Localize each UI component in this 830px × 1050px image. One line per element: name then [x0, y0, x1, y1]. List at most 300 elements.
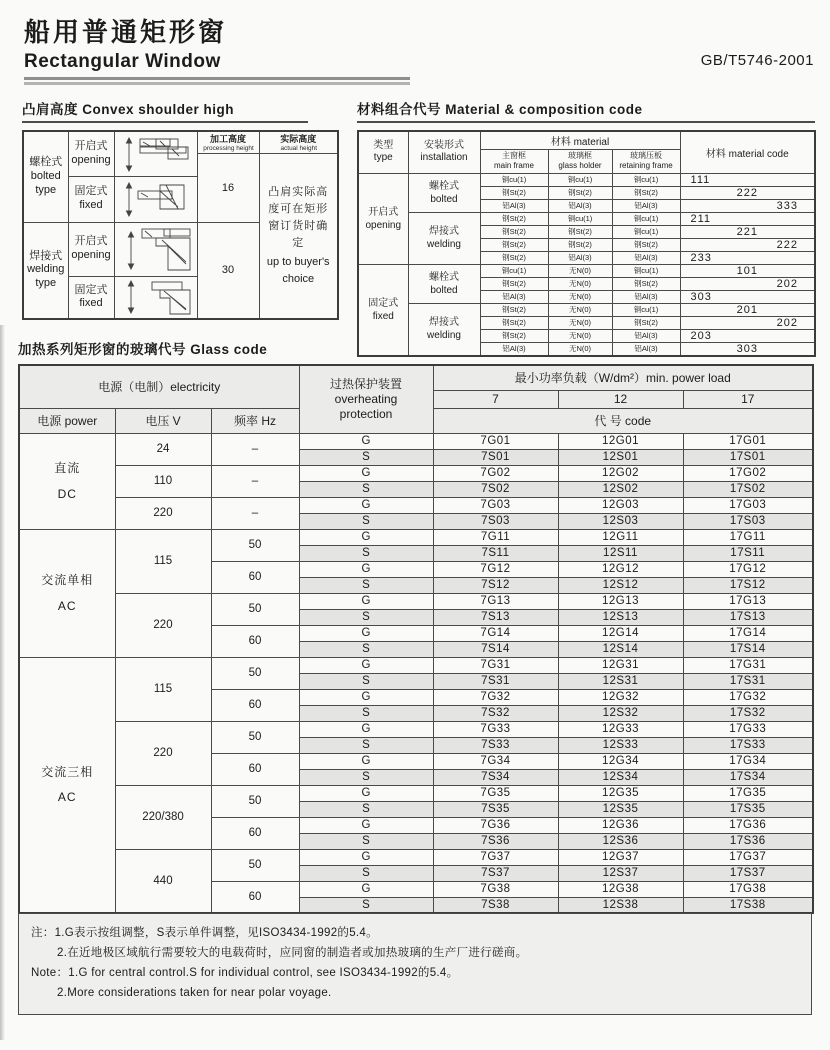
retaining-frame-material-cell: 铝Al(3) [612, 290, 680, 303]
glass-code-cell-12: 12S12 [558, 577, 683, 593]
material-code-column-header: 材料 material code [680, 131, 815, 173]
load-17-header: 17 [683, 390, 813, 408]
material-code-cell: 233 [680, 251, 815, 264]
glass-code-row [19, 497, 813, 513]
actual-note-en: up to buyer's choice [266, 255, 330, 285]
material-code-cell: 333 [680, 199, 815, 212]
glass-code-cell-12: 12G03 [558, 497, 683, 513]
glass-code-cell-12: 12G31 [558, 657, 683, 673]
glass-code-cell-12: 12S14 [558, 641, 683, 657]
material-code-cell: 101 [680, 264, 815, 277]
overheating-protection-header [299, 365, 433, 433]
glass-code-cell-17: 17G01 [683, 433, 813, 449]
retaining-frame-material-cell: 铜cu(1) [612, 173, 680, 186]
retaining-frame-material-cell: 铝Al(3) [612, 329, 680, 342]
glass-code-cell-17: 17G37 [683, 849, 813, 865]
material-code-cell: 211 [680, 212, 815, 225]
material-code-cell: 203 [680, 329, 815, 342]
material-heading: 材料组合代号 Material & composition code [357, 102, 643, 117]
glass-code-cell-7: 7G36 [433, 817, 558, 833]
glass-holder-material-cell: 无N(0) [548, 329, 612, 342]
glass-code-table [18, 364, 814, 914]
glass-code-cell-7: 7G35 [433, 785, 558, 801]
notes-box [18, 913, 812, 1015]
material-row [358, 264, 815, 277]
protection-letter-cell: S [299, 481, 433, 497]
bolted-opening-section-diagram [114, 131, 197, 176]
glass-code-cell-17: 17G38 [683, 881, 813, 897]
material-code-cell: 201 [680, 303, 815, 316]
glass-code-cell-7: 7S32 [433, 705, 558, 721]
material-code-cell: 222 [680, 186, 815, 199]
glass-code-cell-17: 17G35 [683, 785, 813, 801]
retaining-frame-material-cell: 铜cu(1) [612, 264, 680, 277]
processing-height-en: processing height [202, 145, 254, 152]
glass-code-cell-12: 12S35 [558, 801, 683, 817]
glass-code-cell-7: 7G31 [433, 657, 558, 673]
protection-letter-cell: S [299, 641, 433, 657]
material-code-cell: 303 [680, 342, 815, 356]
glass-code-cell-17: 17S03 [683, 513, 813, 529]
glass-code-cell-7: 7S36 [433, 833, 558, 849]
protection-letter-cell: S [299, 673, 433, 689]
frequency-cell: 50 [211, 657, 299, 689]
fixed-zh: 固定式 [74, 283, 108, 296]
material-row [358, 303, 815, 316]
installation-cell: 螺栓式 bolted [408, 264, 480, 303]
note-en-1: Note：1.G for central control.S for individual control, see ISO3434-1992的5.4。 [31, 967, 459, 980]
frequency-cell: 60 [211, 625, 299, 657]
glass-code-cell-7: 7G13 [433, 593, 558, 609]
welding-opening-section-diagram [114, 222, 197, 276]
main-frame-material-cell: 钢St(2) [480, 212, 548, 225]
glass-holder-material-cell: 无N(0) [548, 342, 612, 356]
installation-column-header [408, 131, 480, 173]
material-code-cell: 202 [680, 277, 815, 290]
glass-code-cell-12: 12G34 [558, 753, 683, 769]
glass-code-cell-12: 12S03 [558, 513, 683, 529]
opening-zh: 开启式 [74, 140, 108, 152]
retaining-frame-material-cell: 铜cu(1) [612, 225, 680, 238]
glass-code-cell-7: 7S13 [433, 609, 558, 625]
window-type-cell [23, 131, 68, 222]
main-frame-material-cell: 铜cu(1) [480, 173, 548, 186]
glass-code-cell-7: 7G02 [433, 465, 558, 481]
glass-holder-material-cell: 钢St(2) [548, 225, 612, 238]
glass-code-cell-12: 12G36 [558, 817, 683, 833]
frequency-cell: – [211, 433, 299, 465]
glass-code-cell-12: 12S34 [558, 769, 683, 785]
frequency-cell: – [211, 465, 299, 497]
main-frame-material-cell: 铜cu(1) [480, 264, 548, 277]
standard-code: GB/T5746-2001 [700, 52, 814, 69]
main-frame-material-cell: 钢St(2) [480, 225, 548, 238]
type-column-header [358, 131, 408, 173]
glass-code-cell-7: 7G38 [433, 881, 558, 897]
actual-height-note [259, 153, 338, 319]
glass-holder-material-cell: 铜cu(1) [548, 173, 612, 186]
voltage-cell: 220/380 [115, 785, 211, 849]
glass-code-cell-17: 17G34 [683, 753, 813, 769]
section-glass-code [18, 338, 812, 1015]
min-power-load-header: 最小功率负载（W/dm²）min. power load [433, 365, 813, 390]
section-material-code [357, 98, 815, 357]
glass-code-cell-7: 7S01 [433, 449, 558, 465]
load-7-header: 7 [433, 390, 558, 408]
protection-letter-cell: G [299, 817, 433, 833]
frequency-cell: 50 [211, 849, 299, 881]
glass-code-cell-17: 17G36 [683, 817, 813, 833]
glass-code-cell-12: 12G38 [558, 881, 683, 897]
frequency-cell: 50 [211, 721, 299, 753]
protection-letter-cell: G [299, 593, 433, 609]
load-12-header: 12 [558, 390, 683, 408]
glass-table-body [19, 433, 813, 913]
retaining-frame-material-cell: 钢St(2) [612, 277, 680, 290]
glass-code-cell-12: 12S11 [558, 545, 683, 561]
glass-code-cell-17: 17G03 [683, 497, 813, 513]
glass-code-cell-12: 12G02 [558, 465, 683, 481]
glass-code-cell-17: 17S02 [683, 481, 813, 497]
retaining-frame-material-cell: 铜cu(1) [612, 212, 680, 225]
glass-code-cell-12: 12S02 [558, 481, 683, 497]
welding-type-zh: 焊接式 [29, 249, 63, 262]
glass-code-row [19, 465, 813, 481]
frequency-cell: 50 [211, 785, 299, 817]
glass-code-cell-7: 7G33 [433, 721, 558, 737]
glass-code-cell-7: 7G34 [433, 753, 558, 769]
voltage-cell: 115 [115, 529, 211, 593]
protection-letter-cell: S [299, 705, 433, 721]
actual-note-zh: 凸肩实际高度可在矩形窗订货时确定 [268, 185, 329, 249]
material-code-cell: 221 [680, 225, 815, 238]
frequency-cell: – [211, 497, 299, 529]
processing-height-zh: 加工高度 [209, 134, 246, 145]
glass-code-cell-17: 17G13 [683, 593, 813, 609]
protection-letter-cell: G [299, 529, 433, 545]
glass-code-cell-12: 12G32 [558, 689, 683, 705]
glass-holder-material-cell: 无N(0) [548, 316, 612, 329]
glass-code-cell-17: 17S13 [683, 609, 813, 625]
main-frame-zh: 主窗框 [502, 151, 526, 161]
glass-code-cell-17: 17S32 [683, 705, 813, 721]
installation-header-en: installation [420, 152, 468, 164]
main-frame-header [480, 149, 548, 173]
window-type-cell [23, 222, 68, 319]
main-frame-en: main frame [493, 161, 534, 170]
voltage-cell: 220 [115, 593, 211, 657]
material-code-cell: 111 [680, 173, 815, 186]
glass-code-cell-17: 17S38 [683, 897, 813, 913]
glass-code-row [19, 433, 813, 449]
installation-cell [68, 276, 114, 319]
installation-cell: 焊接式 welding [408, 212, 480, 264]
protection-letter-cell: G [299, 657, 433, 673]
protection-letter-cell: S [299, 449, 433, 465]
glass-code-cell-12: 12S33 [558, 737, 683, 753]
convex-shoulder-table [22, 130, 339, 320]
glass-code-cell-7: 7G37 [433, 849, 558, 865]
processing-height-bolted-value: 16 [197, 153, 259, 222]
glass-code-cell-17: 17S34 [683, 769, 813, 785]
voltage-cell: 110 [115, 465, 211, 497]
glass-holder-material-cell: 钢St(2) [548, 186, 612, 199]
glass-code-cell-7: 7S33 [433, 737, 558, 753]
protection-letter-cell: G [299, 785, 433, 801]
protection-letter-cell: G [299, 561, 433, 577]
code-group-header: 代 号 code [433, 408, 813, 433]
frequency-cell: 60 [211, 561, 299, 593]
retaining-frame-en: retaining frame [619, 161, 673, 170]
glass-code-cell-12: 12G13 [558, 593, 683, 609]
glass-code-cell-7: 7G32 [433, 689, 558, 705]
main-frame-material-cell: 铝Al(3) [480, 290, 548, 303]
material-code-cell: 202 [680, 316, 815, 329]
retaining-frame-material-cell: 钢St(2) [612, 238, 680, 251]
glass-code-cell-12: 12G37 [558, 849, 683, 865]
glass-code-cell-7: 7G11 [433, 529, 558, 545]
welding-fixed-section-diagram [114, 276, 197, 319]
retaining-frame-material-cell: 钢St(2) [612, 186, 680, 199]
glass-code-cell-17: 17S36 [683, 833, 813, 849]
glass-code-cell-17: 17S37 [683, 865, 813, 881]
glass-holder-zh: 玻璃框 [568, 151, 592, 161]
actual-height-zh: 实际高度 [280, 134, 317, 145]
voltage-column-header: 电压 V [115, 408, 211, 433]
note-zh-1: 注：1.G表示按组调整，S表示单件调整，见ISO3434-1992的5.4。 [31, 927, 378, 939]
voltage-cell: 115 [115, 657, 211, 721]
glass-code-cell-12: 12G35 [558, 785, 683, 801]
glass-code-cell-12: 12S01 [558, 449, 683, 465]
installation-cell: 焊接式 welding [408, 303, 480, 356]
window-type-cell: 固定式 fixed [358, 264, 408, 356]
glass-heading: 加热系列矩形窗的玻璃代号 Glass code [18, 342, 268, 357]
frequency-cell: 60 [211, 881, 299, 913]
bolted-type-zh: 螺栓式 [29, 156, 63, 169]
glass-code-cell-7: 7S12 [433, 577, 558, 593]
protection-letter-cell: S [299, 609, 433, 625]
voltage-cell: 220 [115, 497, 211, 529]
frequency-cell: 50 [211, 593, 299, 625]
glass-code-row [19, 593, 813, 609]
processing-height-welding-value: 30 [197, 222, 259, 319]
glass-code-cell-7: 7S02 [433, 481, 558, 497]
electricity-group-header: 电源（电制）electricity [19, 365, 299, 408]
protection-letter-cell: S [299, 833, 433, 849]
power-column-header: 电源 power [19, 408, 115, 433]
glass-code-cell-12: 12G01 [558, 433, 683, 449]
installation-cell [68, 131, 114, 176]
retaining-frame-material-cell: 钢St(2) [612, 316, 680, 329]
processing-height-header [197, 131, 259, 153]
window-type-cell: 开启式 opening [358, 173, 408, 264]
document-header [24, 12, 410, 85]
glass-code-cell-17: 17S01 [683, 449, 813, 465]
glass-code-cell-17: 17S12 [683, 577, 813, 593]
glass-holder-material-cell: 无N(0) [548, 290, 612, 303]
glass-code-cell-17: 17G12 [683, 561, 813, 577]
glass-holder-material-cell: 钢St(2) [548, 238, 612, 251]
glass-code-cell-12: 12S36 [558, 833, 683, 849]
voltage-cell: 24 [115, 433, 211, 465]
protection-letter-cell: S [299, 737, 433, 753]
glass-code-cell-12: 12G33 [558, 721, 683, 737]
glass-holder-header [548, 149, 612, 173]
fixed-en: fixed [79, 297, 103, 310]
glass-code-cell-17: 17S35 [683, 801, 813, 817]
main-frame-material-cell: 钢St(2) [480, 329, 548, 342]
protection-letter-cell: S [299, 545, 433, 561]
voltage-cell: 440 [115, 849, 211, 913]
main-frame-material-cell: 钢St(2) [480, 251, 548, 264]
protection-letter-cell: S [299, 769, 433, 785]
power-type-cell: 直流 DC [19, 433, 115, 529]
retaining-frame-header [612, 149, 680, 173]
title-rule-bottom [24, 82, 410, 85]
main-frame-material-cell: 钢St(2) [480, 277, 548, 290]
protection-letter-cell: S [299, 801, 433, 817]
material-row [358, 212, 815, 225]
installation-cell: 螺栓式 bolted [408, 173, 480, 212]
material-table-body [358, 173, 815, 356]
protection-letter-cell: S [299, 865, 433, 881]
glass-code-cell-7: 7G12 [433, 561, 558, 577]
glass-code-row [19, 529, 813, 545]
glass-code-cell-17: 17G31 [683, 657, 813, 673]
glass-code-cell-17: 17S31 [683, 673, 813, 689]
frequency-cell: 50 [211, 529, 299, 561]
protection-letter-cell: G [299, 721, 433, 737]
glass-code-cell-17: 17G02 [683, 465, 813, 481]
glass-code-cell-7: 7S31 [433, 673, 558, 689]
power-type-cell: 交流三相 AC [19, 657, 115, 913]
material-composition-table [357, 130, 816, 357]
glass-holder-en: glass holder [558, 161, 602, 170]
glass-code-cell-7: 7S14 [433, 641, 558, 657]
retaining-frame-material-cell: 铝Al(3) [612, 251, 680, 264]
material-heading-rule [357, 121, 815, 123]
retaining-frame-material-cell: 铜cu(1) [612, 303, 680, 316]
note-zh-2: 2.在近地极区域航行需要较大的电载荷时，应同窗的制造者或加热玻璃的生产厂进行磋商。 [57, 947, 528, 960]
main-frame-material-cell: 钢St(2) [480, 238, 548, 251]
glass-holder-material-cell: 铜cu(1) [548, 212, 612, 225]
convex-heading-rule [22, 121, 308, 123]
protection-letter-cell: S [299, 897, 433, 913]
frequency-column-header: 频率 Hz [211, 408, 299, 433]
note-en-2: 2.More considerations taken for near polar voyage. [57, 987, 332, 1000]
glass-code-cell-12: 12S32 [558, 705, 683, 721]
glass-code-cell-12: 12G11 [558, 529, 683, 545]
glass-holder-material-cell: 铝Al(3) [548, 251, 612, 264]
opening-en: opening [71, 153, 111, 166]
main-frame-material-cell: 钢St(2) [480, 186, 548, 199]
page-title: 船用普通矩形窗 [24, 17, 228, 47]
glass-code-row [19, 785, 813, 801]
material-code-cell: 222 [680, 238, 815, 251]
installation-cell [68, 176, 114, 222]
protection-header-en2: protection [339, 406, 393, 421]
glass-code-cell-7: 7G14 [433, 625, 558, 641]
glass-code-row [19, 849, 813, 865]
glass-code-cell-7: 7S34 [433, 769, 558, 785]
protection-letter-cell: G [299, 753, 433, 769]
glass-holder-material-cell: 无N(0) [548, 277, 612, 290]
opening-zh: 开启式 [74, 235, 108, 248]
actual-height-header [259, 131, 338, 153]
title-rule-top [24, 77, 410, 80]
glass-code-cell-7: 7G03 [433, 497, 558, 513]
fixed-en: fixed [79, 199, 103, 211]
bolted-type-en: bolted type [30, 169, 61, 196]
protection-letter-cell: G [299, 497, 433, 513]
page-subtitle: Rectangular Window [24, 51, 221, 72]
protection-letter-cell: G [299, 433, 433, 449]
glass-code-row [19, 721, 813, 737]
convex-heading: 凸肩高度 Convex shoulder high [22, 102, 235, 117]
frequency-cell: 60 [211, 689, 299, 721]
protection-header-en1: overheating [334, 391, 398, 406]
glass-holder-material-cell: 无N(0) [548, 264, 612, 277]
installation-header-zh: 安装形式 [424, 140, 464, 152]
glass-code-cell-17: 17S11 [683, 545, 813, 561]
fixed-zh: 固定式 [74, 185, 108, 198]
glass-code-cell-17: 17G14 [683, 625, 813, 641]
protection-letter-cell: S [299, 577, 433, 593]
welding-type-en: welding type [27, 263, 65, 290]
main-frame-material-cell: 铝Al(3) [480, 342, 548, 356]
protection-letter-cell: S [299, 513, 433, 529]
protection-letter-cell: G [299, 625, 433, 641]
protection-letter-cell: G [299, 849, 433, 865]
opening-en: opening [71, 249, 111, 261]
section-convex-shoulder [22, 98, 338, 320]
retaining-frame-material-cell: 铝Al(3) [612, 342, 680, 356]
main-frame-material-cell: 钢St(2) [480, 303, 548, 316]
glass-holder-material-cell: 铝Al(3) [548, 199, 612, 212]
glass-code-cell-17: 17G32 [683, 689, 813, 705]
material-group-header: 材料 material [480, 131, 680, 149]
frequency-cell: 60 [211, 817, 299, 849]
glass-code-cell-7: 7S38 [433, 897, 558, 913]
bolted-fixed-section-diagram [114, 176, 197, 222]
glass-code-cell-12: 12S38 [558, 897, 683, 913]
frequency-cell: 60 [211, 753, 299, 785]
glass-code-cell-7: 7S37 [433, 865, 558, 881]
material-code-cell: 303 [680, 290, 815, 303]
power-type-cell: 交流单相 AC [19, 529, 115, 657]
voltage-cell: 220 [115, 721, 211, 785]
installation-cell [68, 222, 114, 276]
protection-letter-cell: G [299, 881, 433, 897]
glass-code-cell-7: 7S35 [433, 801, 558, 817]
type-header-en: type [373, 152, 393, 164]
glass-code-row [19, 657, 813, 673]
actual-height-en: actual height [279, 145, 317, 152]
glass-code-cell-12: 12S37 [558, 865, 683, 881]
glass-code-cell-17: 17S14 [683, 641, 813, 657]
glass-code-cell-12: 12S31 [558, 673, 683, 689]
glass-code-cell-12: 12S13 [558, 609, 683, 625]
protection-letter-cell: G [299, 689, 433, 705]
retaining-frame-material-cell: 铝Al(3) [612, 199, 680, 212]
main-frame-material-cell: 钢St(2) [480, 316, 548, 329]
glass-code-cell-7: 7G01 [433, 433, 558, 449]
glass-code-cell-7: 7S03 [433, 513, 558, 529]
glass-code-cell-12: 12G14 [558, 625, 683, 641]
glass-code-cell-17: 17S33 [683, 737, 813, 753]
main-frame-material-cell: 铝Al(3) [480, 199, 548, 212]
material-row [358, 173, 815, 186]
